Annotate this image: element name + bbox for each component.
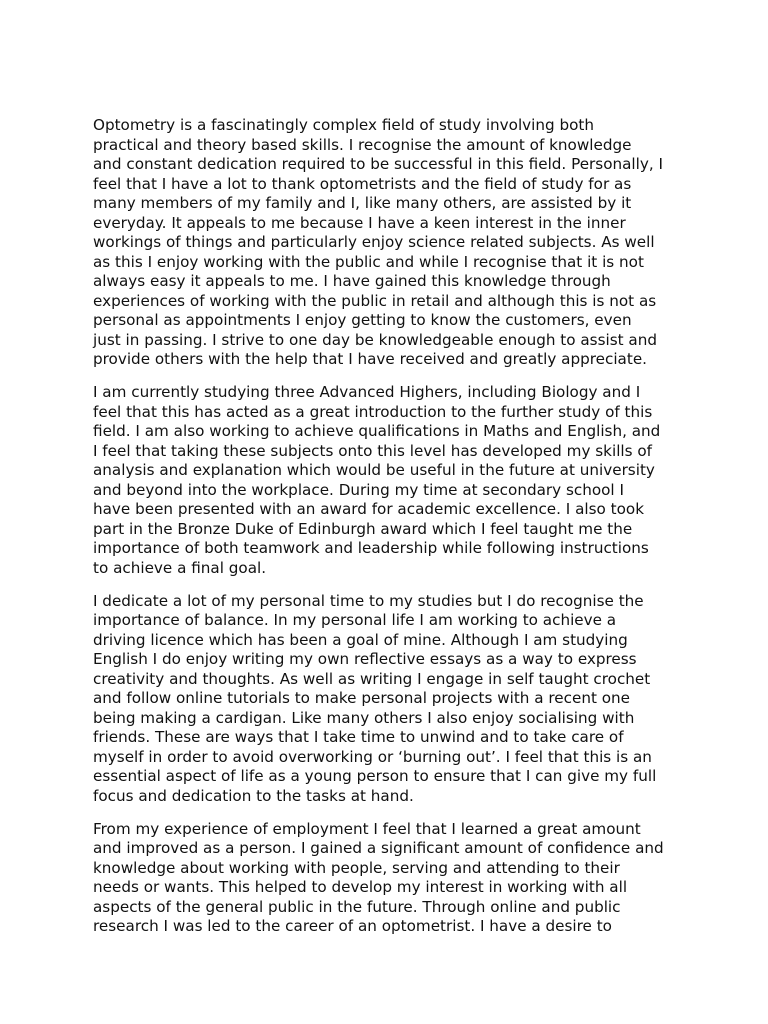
paragraph-3: [93, 592, 683, 807]
text-line: many members of my family and I, like many others, are assisted by it: [93, 194, 632, 212]
text-line: essential aspect of life as a young person to ensure that I can give my full: [93, 767, 657, 785]
text-line: driving licence which has been a goal of mine. Although I am studying: [93, 630, 628, 649]
text-line: personal as appointments I enjoy getting to know the customers, even: [93, 311, 632, 329]
text-line: workings of things and particularly enjoy science related subjects. As well: [93, 233, 655, 251]
text-line: analysis and explanation which would be useful in the future at university: [93, 461, 655, 479]
text-line: friends. These are ways that I take time to unwind and to take care of: [93, 728, 624, 746]
text-line: I dedicate a lot of my personal time to my studies but I do recognise the: [93, 591, 644, 610]
text-line: experiences of working with the public in retail and although this is not as: [93, 291, 657, 310]
text-line: as this I enjoy working with the public and while I recognise that it is not: [93, 252, 644, 271]
text-line: always easy it appeals to me. I have gained this knowledge through: [93, 272, 611, 290]
text-line: aspects of the general public in the future. Through online and public: [93, 897, 621, 916]
text-line: field. I am also working to achieve qualifications in Maths and English, and: [93, 422, 661, 440]
text-line: research I was led to the career of an optometrist. I have a desire to: [93, 917, 612, 935]
text-line: feel that this has acted as a great introduction to the further study of this: [93, 402, 653, 421]
text-line: English I do enjoy writing my own reflective essays as a way to express: [93, 650, 637, 668]
text-line: to achieve a final goal.: [93, 558, 267, 577]
text-line: practical and theory based skills. I recognise the amount of knowledge: [93, 135, 632, 154]
text-line: needs or wants. This helped to develop my interest in working with all: [93, 878, 628, 896]
paragraph-4: [93, 820, 683, 937]
text-line: have been presented with an award for academic excellence. I also took: [93, 500, 645, 518]
text-line: importance of both teamwork and leadership while following instructions: [93, 539, 649, 557]
paragraph-1: [93, 116, 683, 370]
text-line: I feel that taking these subjects onto this level has developed my skills of: [93, 441, 653, 460]
text-line: knowledge about working with people, serving and attending to their: [93, 858, 620, 877]
text-line: I am currently studying three Advanced Highers, including Biology and I: [93, 383, 641, 401]
document-body: [93, 116, 683, 950]
text-line: being making a cardigan. Like many others I also enjoy socialising with: [93, 708, 635, 727]
text-line: From my experience of employment I feel that I learned a great amount: [93, 819, 641, 838]
text-line: importance of balance. In my personal life I am working to achieve a: [93, 611, 617, 629]
text-line: everyday. It appeals to me because I have a keen interest in the inner: [93, 213, 626, 232]
text-line: part in the Bronze Duke of Edinburgh award which I feel taught me the: [93, 519, 633, 538]
text-line: and follow online tutorials to make personal projects with a recent one: [93, 689, 630, 707]
text-line: myself in order to avoid overworking or ‘burning out’. I feel that this is an: [93, 747, 652, 766]
text-line: just in passing. I strive to one day be knowledgeable enough to assist and: [93, 330, 657, 349]
text-line: focus and dedication to the tasks at hand.: [93, 786, 414, 805]
text-line: creativity and thoughts. As well as writing I engage in self taught crochet: [93, 669, 651, 688]
text-line: Optometry is a fascinatingly complex field of study involving both: [93, 116, 594, 134]
text-line: provide others with the help that I have received and greatly appreciate.: [93, 350, 647, 368]
text-line: and improved as a person. I gained a significant amount of confidence and: [93, 839, 664, 857]
text-line: and constant dedication required to be successful in this field. Personally, I: [93, 155, 663, 173]
paragraph-2: [93, 383, 683, 578]
text-line: feel that I have a lot to thank optometrists and the field of study for as: [93, 174, 632, 193]
text-line: and beyond into the workplace. During my time at secondary school I: [93, 480, 624, 499]
